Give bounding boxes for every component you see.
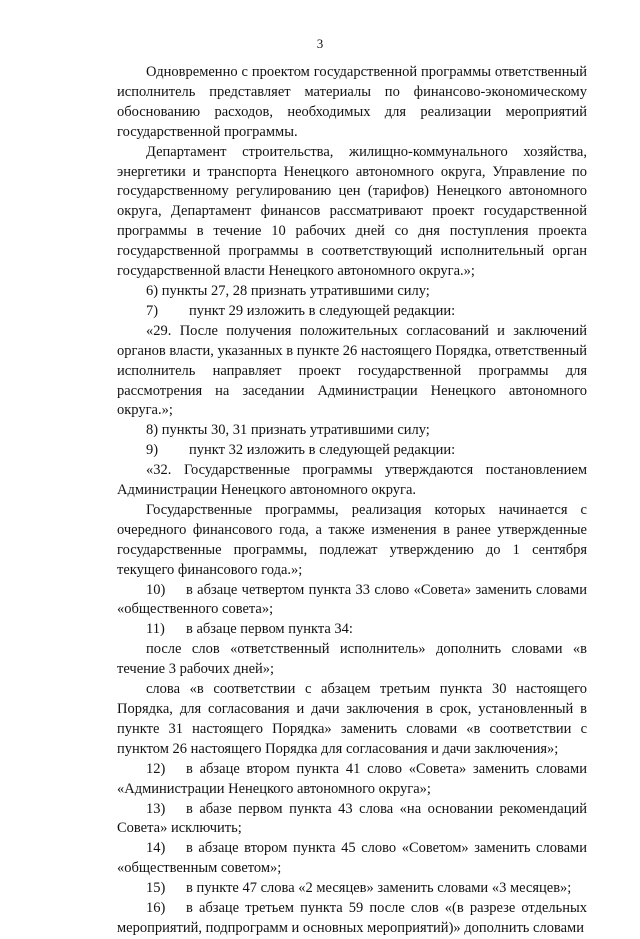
page-number: 3	[316, 36, 324, 51]
paragraph-departments-review: Департамент строительства, жилищно-коммунального хозяйства, энергетики и транспорта Ненецкого автономного округа, Управление по государственному регулированию цен (тарифов) Ненецкого автономного округа, Департамент финансов рассматривают проект государственной программы в течение 10 рабочих дней со дня поступления проекта государственной программы в соответствующий исполнительный орган государственной власти Ненецкого автономного округа.»;	[117, 143, 587, 280]
list-item-number: 13)	[146, 800, 166, 817]
list-item-15	[117, 879, 587, 899]
list-item-text: в абзаце третьем пункта 59 после слов «(в разрезе отдельных мероприятий, подпрограмм и основных мероприятий)» дополнить словами	[117, 900, 587, 936]
list-item-number: 11)	[146, 621, 165, 638]
list-item-text: в пункте 47 слова «2 месяцев» заменить словами «3 месяцев»;	[186, 880, 572, 897]
list-item-number: 7)	[146, 302, 159, 319]
list-item-11	[117, 620, 587, 640]
list-item-14	[117, 839, 587, 879]
paragraph-clause-32: «32. Государственные программы утверждаются постановлением Администрации Ненецкого автономного округа.	[117, 462, 587, 499]
list-item-7	[117, 302, 587, 322]
list-item-text: в абзаце втором пункта 41 слово «Совета» заменить словами «Администрации Ненецкого автономного округа»;	[117, 760, 587, 797]
list-item-number: 14)	[146, 840, 166, 857]
paragraph-clause-34-a: после слов «ответственный исполнитель» дополнить словами «в течение 3 рабочих дней»;	[117, 641, 587, 678]
list-item-number: 9)	[146, 442, 159, 459]
list-item-number: 15)	[146, 880, 166, 897]
document-body	[117, 63, 587, 939]
list-item-text: пункты 27, 28 признать утратившими силу;	[161, 282, 430, 299]
list-item-text: в абзаце втором пункта 45 слово «Советом» заменить словами «общественным советом»;	[117, 840, 587, 877]
paragraph-clause-29: «29. После получения положительных согласований и заключений органов власти, указанных в пункте 26 настоящего Порядка, ответственный исполнитель направляет проект государственной программы для рассмотрения на заседании Администрации Ненецкого автономного округа.»;	[117, 322, 588, 419]
paragraph-clause-32-continued: Государственные программы, реализация которых начинается с очередного финансового года, а также изменения в ранее утвержденные государственные программы, подлежат утверждению до 1 сентября текущего финансового года.»;	[117, 501, 587, 578]
list-item-16	[117, 899, 587, 939]
paragraph-financial-justification: Одновременно с проектом государственной программы ответственный исполнитель представляет материалы по финансово-экономическому обоснованию расходов, необходимых для реализации мероприятий государственной программы.	[117, 64, 587, 140]
list-item-number: 16)	[146, 900, 166, 917]
list-item-text: пункт 32 изложить в следующей редакции:	[189, 442, 456, 459]
list-item-number: 6)	[146, 282, 159, 299]
list-item-number: 8)	[146, 422, 159, 439]
list-item-text: в абазе первом пункта 43 слова «на основании рекомендаций Совета» исключить;	[117, 800, 587, 837]
list-item-text: пункты 30, 31 признать утратившими силу;	[161, 422, 430, 439]
paragraph-clause-34-b: слова «в соответствии с абзацем третьим пункта 30 настоящего Порядка, для согласования и дачи заключения в срок, установленный в пункте 31 настоящего Порядка» заменить словами «в соответствии с пунктом 26 настоящего Порядка для согласования и дачи заключения»;	[117, 681, 587, 757]
list-item-12	[117, 760, 587, 800]
list-item-text: в абзаце первом пункта 34:	[186, 621, 353, 638]
list-item-number: 12)	[146, 760, 166, 777]
list-item-13	[117, 800, 587, 840]
list-item-9	[117, 441, 587, 461]
list-item-8	[117, 421, 587, 441]
list-item-text: пункт 29 изложить в следующей редакции:	[189, 302, 456, 319]
list-item-number: 10)	[146, 581, 166, 598]
list-item-10	[117, 581, 587, 621]
list-item-6	[117, 282, 587, 302]
list-item-text: в абзаце четвертом пункта 33 слово «Совета» заменить словами «общественного совета»;	[117, 581, 587, 618]
